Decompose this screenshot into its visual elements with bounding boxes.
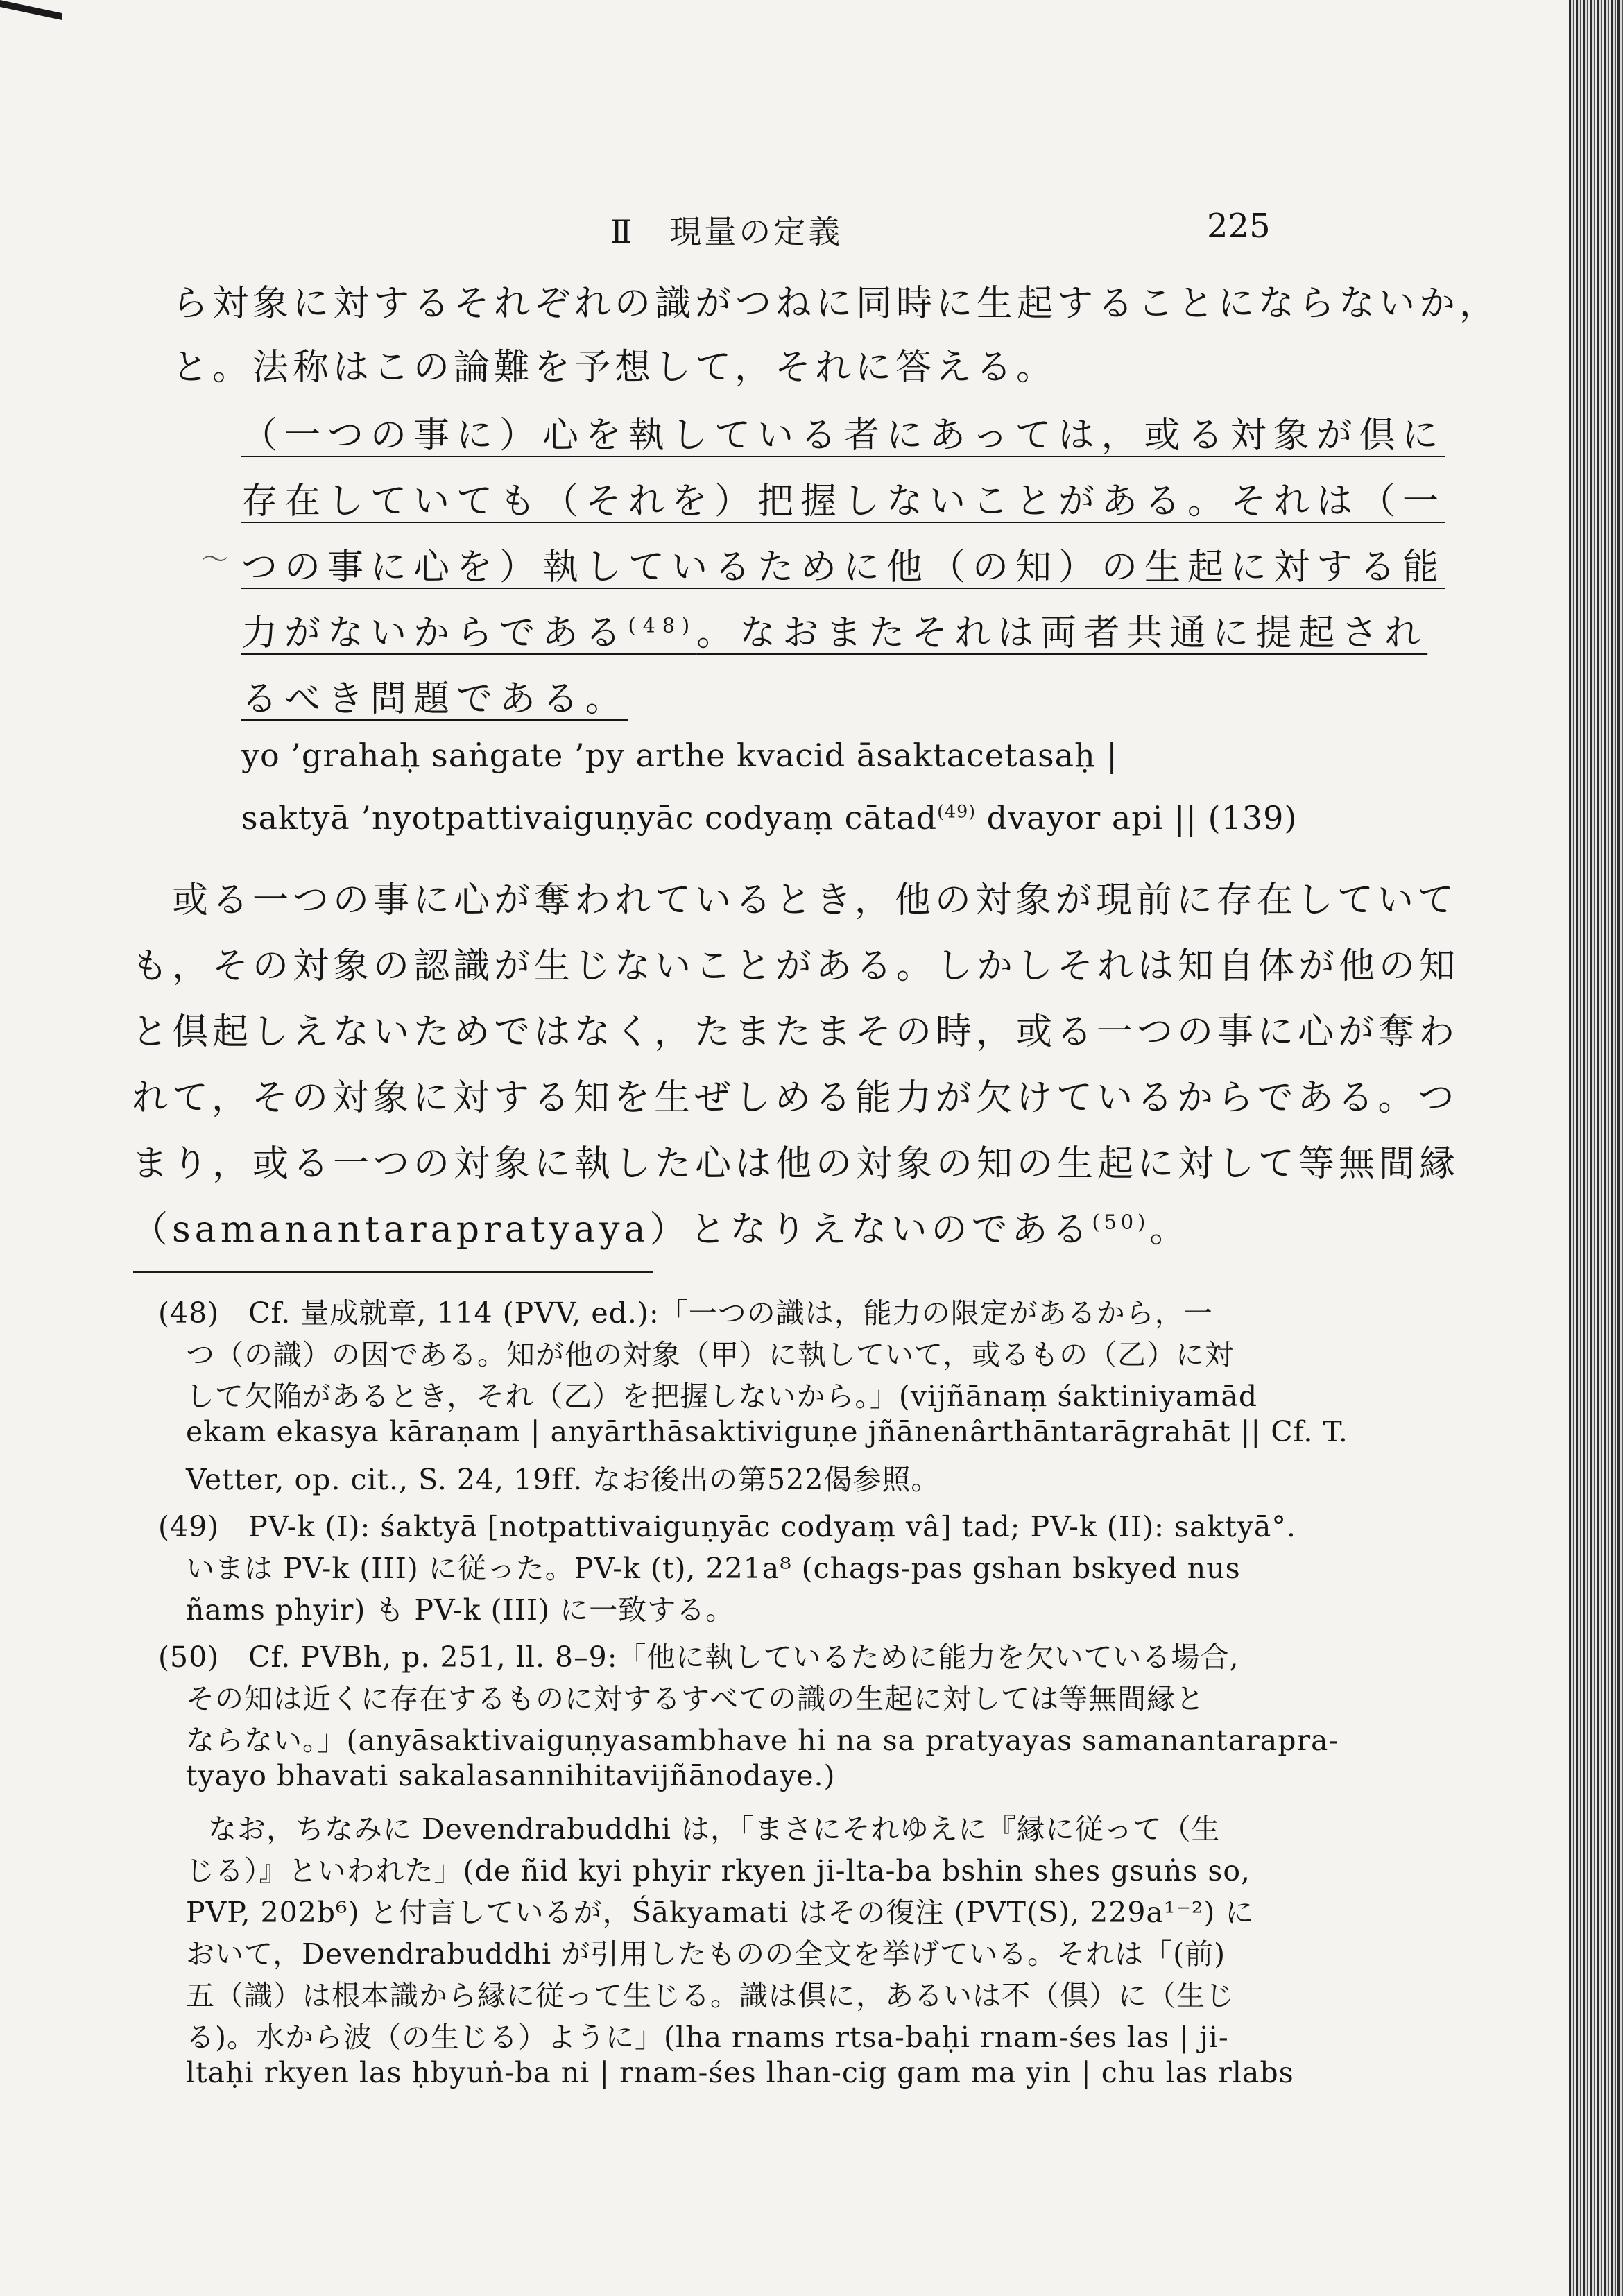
footnote-49-line: いまは PV-k (III) に従った。PV-k (t), 221a⁸ (chags-pas gshan bskyed nus xyxy=(186,1552,1241,1585)
footnote-48-line: Vetter, op. cit., S. 24, 19ff. なお後出の第522偈参照。 xyxy=(186,1463,941,1496)
verse-line-2 xyxy=(241,799,1297,837)
quote-line: 存在していても（それを）把握しないことがある。それは（一 xyxy=(241,481,1446,522)
footnote-divider xyxy=(133,1271,653,1273)
footnote-50-line: なお，ちなみに Devendrabuddhi は，「まさにそれゆえに『縁に従って（生 xyxy=(208,1813,1221,1846)
body-line: 或る一つの事に心が奪われているとき，他の対象が現前に存在していて xyxy=(172,880,1458,921)
quote-text: 。なおまたそれは両者共通に提起され xyxy=(696,612,1428,654)
footnote-49-line: ñams phyir) も PV-k (III) に一致する。 xyxy=(186,1593,735,1627)
footnote-ref-50: (50) xyxy=(1092,1210,1150,1234)
body-line: と倶起しえないためではなく，たまたまその時，或る一つの事に心が奪わ xyxy=(132,1011,1459,1053)
body-line xyxy=(132,1200,1190,1252)
body-line: まり，或る一つの対象に執した心は他の対象の知の生起に対して等無間縁 xyxy=(132,1143,1460,1185)
verse-line-1: yo ’grahaḥ saṅgate ’py arthe kvacid āsaktacetasaḥ | xyxy=(241,737,1118,774)
body-line: も，その対象の認識が生じないことがある。しかしそれは知自体が他の知 xyxy=(132,945,1460,987)
footnote-48-line: (48) Cf. 量成就章, 114 (PVV, ed.):「一つの識は，能力の限定があるから，一 xyxy=(158,1296,1213,1330)
book-edge-shadow xyxy=(1569,0,1623,2296)
pencil-mark-icon: 〜 xyxy=(201,544,229,576)
footnote-49-line: (49) PV-k (I): śaktyā [notpattivaiguṇyāc codyaṃ vâ] tad; PV-k (II): saktyā°. xyxy=(158,1510,1296,1543)
footnote-50-line: tyayo bhavati sakalasannihitavijñānodaye.) xyxy=(186,1759,836,1792)
verse-text: dvayor api || (139) xyxy=(976,799,1298,837)
body-text: （samanantarapratyaya）となりえないのである xyxy=(132,1209,1092,1251)
footnote-50-line: おいて，Devendrabuddhi が引用したものの全文を挙げている。それは「(前) xyxy=(186,1937,1226,1971)
footnote-50-line: 五（識）は根本識から縁に従って生じる。識は倶に，あるいは不（倶）に（生じ xyxy=(186,1979,1235,2012)
running-header: Ⅱ 現量の定義 xyxy=(610,213,843,250)
body-line: と。法称はこの論難を予想して，それに答える。 xyxy=(172,347,1056,388)
footnote-50-line: ならない。」(anyāsaktivaiguṇyasambhave hi na sa pratyayas samanantarapra- xyxy=(186,1724,1339,1757)
quote-line: るべき問題である。 xyxy=(241,678,629,720)
footnote-48-line: ekam ekasya kāraṇam | anyārthāsaktiviguṇe jñānenârthāntarāgrahāt || Cf. T. xyxy=(186,1415,1348,1448)
footnote-48-line: つ（の識）の因である。知が他の対象（甲）に執していて，或るもの（乙）に対 xyxy=(186,1338,1235,1371)
quote-line: つの事に心を）執しているために他（の知）の生起に対する能 xyxy=(241,547,1446,588)
footnote-50-line: (50) Cf. PVBh, p. 251, ll. 8–9:「他に執しているために能力を欠いている場合, xyxy=(158,1640,1239,1674)
scan-corner-mark xyxy=(0,0,62,20)
quote-line xyxy=(241,603,1427,656)
body-line: ら対象に対するそれぞれの識がつねに同時に生起することにならないか， xyxy=(172,283,1500,325)
footnote-50-line: ltaḥi rkyen las ḥbyuṅ-ba ni | rnam-śes lhan-cig gam ma yin | chu las rlabs xyxy=(186,2056,1294,2089)
footnote-50-line: その知は近くに存在するものに対するすべての識の生起に対しては等無間縁と xyxy=(186,1682,1205,1715)
footnote-50-line: る)。水から波（の生じる）ように」(lha rnams rtsa-baḥi rnam-śes las | ji- xyxy=(186,2021,1229,2054)
verse-text: saktyā ’nyotpattivaiguṇyāc codyaṃ cātad xyxy=(241,799,938,837)
footnote-48-line: して欠陥があるとき，それ（乙）を把握しないから。」(vijñānaṃ śaktiniyamād xyxy=(186,1380,1258,1413)
body-text: 。 xyxy=(1149,1209,1190,1251)
footnote-ref-48: (48) xyxy=(628,613,697,637)
body-line: れて，その対象に対する知を生ぜしめる能力が欠けているからである。つ xyxy=(132,1077,1459,1119)
footnote-50-line: じる）』といわれた」(de ñid kyi phyir rkyen ji-lta-ba bshin shes gsuṅs so, xyxy=(186,1854,1251,1887)
quote-line: （一つの事に）心を執している者にあっては，或る対象が倶に xyxy=(241,415,1445,456)
quote-text: 力がないからである xyxy=(241,612,628,654)
page-number: 225 xyxy=(1207,207,1271,246)
footnote-50-line: PVP, 202b⁶) と付言しているが，Śākyamati はその復注 (PVT(S), 229a¹⁻²) に xyxy=(186,1896,1255,1929)
footnote-ref-49: (49) xyxy=(937,801,977,822)
